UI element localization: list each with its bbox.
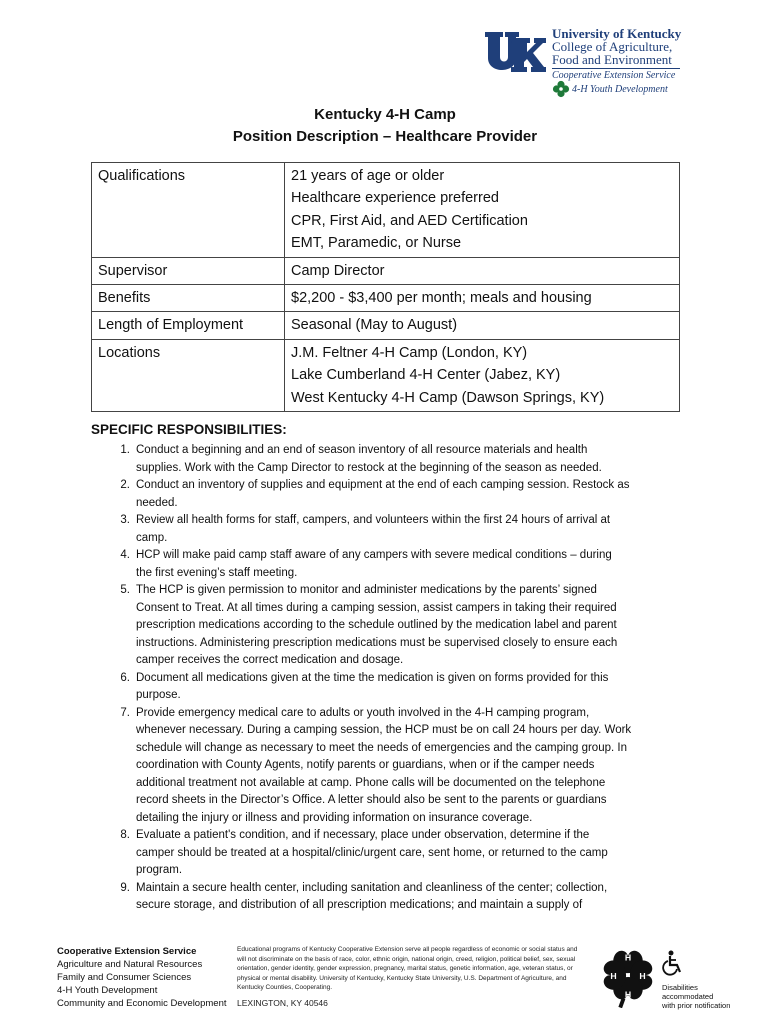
value-line: CPR, First Aid, and AED Certification — [291, 212, 528, 229]
row-value — [285, 257, 680, 284]
value-line: West Kentucky 4-H Camp (Dawson Springs, KY) — [291, 389, 605, 406]
value-line: J.M. Feltner 4-H Camp (London, KY) — [291, 344, 528, 361]
list-item-line: supplies. Work with the Camp Director to restock at the beginning of the season as needed. — [136, 461, 602, 474]
access-line: Disabilities — [662, 983, 698, 992]
table-row-supervisor — [92, 257, 680, 284]
list-item-line: instructions. Administering prescription medications must be supervised closely to ensure each — [136, 636, 618, 649]
responsibilities-list — [91, 442, 691, 915]
footer-program-line: Family and Consumer Sciences — [57, 972, 192, 983]
uk-logo-icon — [484, 28, 546, 76]
logo-food-env: Food and Environment — [552, 52, 672, 67]
list-item-number: 5. — [120, 584, 130, 596]
list-item — [91, 582, 691, 670]
list-item-line: Review all health forms for staff, campers, and volunteers within the first 24 hours of arrival at — [136, 514, 611, 526]
row-label: Locations — [92, 339, 285, 411]
list-item-line: detailing the injury or illness and providing information on insurance coverage. — [136, 811, 533, 824]
accessibility-notice — [662, 950, 732, 1010]
list-item-line: coordination with County Agents, notify parents or guardians, when or if the camper needs — [136, 759, 595, 771]
nondiscrimination-statement: Educational programs of Kentucky Cooperative Extension serve all people regardless of economic or social status and will not discriminate on the basis of race, color, ethnic origin, national origin, creed, religion, political belief, sex, sexual orientation, gender identity, gender expression, pregnancy, marital status, genetic information, age, veteran status, or physical or mental disability. University of Kentucky, Kentucky State University, U.S. Department of Agriculture, and Kentucky Counties, Cooperating. — [237, 946, 578, 991]
list-item-line: secure storage, and distribution of all prescription medications; and maintain a supply of — [136, 899, 583, 911]
svg-text:H: H — [610, 970, 617, 981]
row-value — [285, 285, 680, 312]
list-item — [91, 442, 691, 477]
list-item — [91, 827, 691, 880]
list-item-line: The HCP is given permission to monitor and administer medications by the parents’ signed — [136, 584, 597, 596]
table-row-locations — [92, 339, 680, 411]
access-line: with prior notification — [662, 1001, 731, 1010]
logo-divider — [552, 68, 680, 69]
table-row-length — [92, 312, 680, 339]
list-item — [91, 670, 691, 705]
list-item-line: camper should be treated at a hospital/clinic/urgent care, sent home, or returned to the camp — [136, 846, 608, 859]
row-value — [285, 163, 680, 258]
list-item — [91, 512, 691, 547]
row-value — [285, 339, 680, 411]
youth-development-text: 4-H Youth Development — [572, 83, 668, 95]
footer-programs — [57, 945, 227, 1010]
row-value — [285, 312, 680, 339]
svg-text:H: H — [624, 952, 632, 963]
4h-clover-icon — [599, 946, 657, 1008]
list-item-line: purpose. — [136, 689, 181, 701]
row-label: Qualifications — [92, 163, 285, 258]
logo-university: University of Kentucky — [552, 26, 682, 41]
footer-program-line: 4-H Youth Development — [57, 985, 158, 996]
list-item-line: Conduct a beginning and an end of season inventory of all resource materials and health — [136, 444, 588, 456]
row-label: Length of Employment — [92, 312, 285, 339]
access-line: accommodated — [662, 992, 714, 1001]
position-details-table — [91, 162, 680, 412]
list-item-number: 2. — [120, 479, 130, 491]
footer-program-line: Cooperative Extension Service — [57, 946, 197, 957]
row-label: Benefits — [92, 285, 285, 312]
value-line: Seasonal (May to August) — [291, 317, 458, 334]
list-item-number: 6. — [120, 671, 130, 684]
list-item-line: prescription medications according to the schedule outlined by the medication label and parent — [136, 619, 617, 631]
list-item-number: 7. — [120, 706, 130, 719]
responsibilities-heading: SPECIFIC RESPONSIBILITIES: — [91, 422, 287, 437]
wheelchair-icon — [662, 950, 684, 976]
value-line: Camp Director — [291, 262, 385, 279]
list-item-line: needed. — [136, 496, 178, 509]
list-item-line: Conduct an inventory of supplies and equipment at the end of each camping session. Restock as — [136, 479, 630, 491]
list-item-line: Provide emergency medical care to adults or youth involved in the 4-H camping program, — [136, 706, 590, 719]
value-line: $2,200 - $3,400 per month; meals and housing — [291, 290, 592, 307]
list-item — [91, 547, 691, 582]
list-item-number: 1. — [120, 444, 130, 456]
row-label: Supervisor — [92, 257, 285, 284]
list-item-number: 9. — [120, 881, 130, 894]
value-line: Lake Cumberland 4-H Center (Jabez, KY) — [291, 367, 561, 384]
list-item-line: Consent to Treat. At all times during a camping session, assist campers in taking their required — [136, 601, 617, 614]
list-item — [91, 880, 691, 915]
logo-extension: Cooperative Extension Service — [552, 70, 676, 81]
value-line: EMT, Paramedic, or Nurse — [291, 235, 462, 252]
list-item-number: 4. — [120, 549, 130, 561]
clover-icon — [552, 80, 570, 98]
list-item-line: Maintain a secure health center, including sanitation and cleanliness of the center; collection, — [136, 881, 608, 894]
list-item-line: camp. — [136, 531, 168, 544]
list-item-line: program. — [136, 864, 183, 876]
page-title: Kentucky 4-H Camp — [314, 106, 456, 123]
svg-text:H: H — [624, 989, 632, 1000]
list-item — [91, 705, 691, 828]
logo-college: College of Agriculture, — [552, 39, 673, 54]
footer-program-line: Agriculture and Natural Resources — [57, 959, 203, 970]
list-item — [91, 477, 691, 512]
list-item-number: 3. — [120, 514, 130, 526]
list-item-line: camper receives the correct medication and dosage. — [136, 654, 404, 666]
list-item-line: additional treatment not available at camp. Phone calls will be documented on the telephone — [136, 776, 606, 789]
list-item-line: Document all medications given at the time the medication is given on forms provided for this — [136, 671, 609, 684]
list-item-line: Evaluate a patient's condition, and if necessary, place under observation, determine if the — [136, 829, 590, 841]
footer-city: LEXINGTON, KY 40546 — [237, 997, 328, 1008]
list-item-line: the first evening’s staff meeting. — [136, 566, 298, 579]
uk-logo — [484, 24, 694, 102]
svg-text:H: H — [639, 970, 646, 981]
list-item-line: record sheets in the Director’s Office. A letter should also be sent to the parents or guardians — [136, 794, 607, 806]
youth-development-badge — [552, 80, 668, 98]
table-row-benefits — [92, 285, 680, 312]
value-line: Healthcare experience preferred — [291, 190, 499, 207]
list-item-line: schedule will change as necessary to meet the needs of emergencies and the camping group. In — [136, 741, 627, 754]
list-item-number: 8. — [120, 829, 130, 841]
page-subtitle: Position Description – Healthcare Provider — [232, 128, 538, 145]
list-item-line: HCP will make paid camp staff aware of any campers with severe medical conditions – during — [136, 549, 612, 561]
table-row-qualifications — [92, 163, 680, 258]
footer-statement-block — [237, 945, 587, 1008]
value-line: 21 years of age or older — [291, 168, 445, 184]
footer-program-line: Community and Economic Development — [57, 998, 227, 1009]
list-item-line: whenever necessary. During a camping session, the HCP must be on call 24 hours per day. Work — [136, 724, 632, 736]
